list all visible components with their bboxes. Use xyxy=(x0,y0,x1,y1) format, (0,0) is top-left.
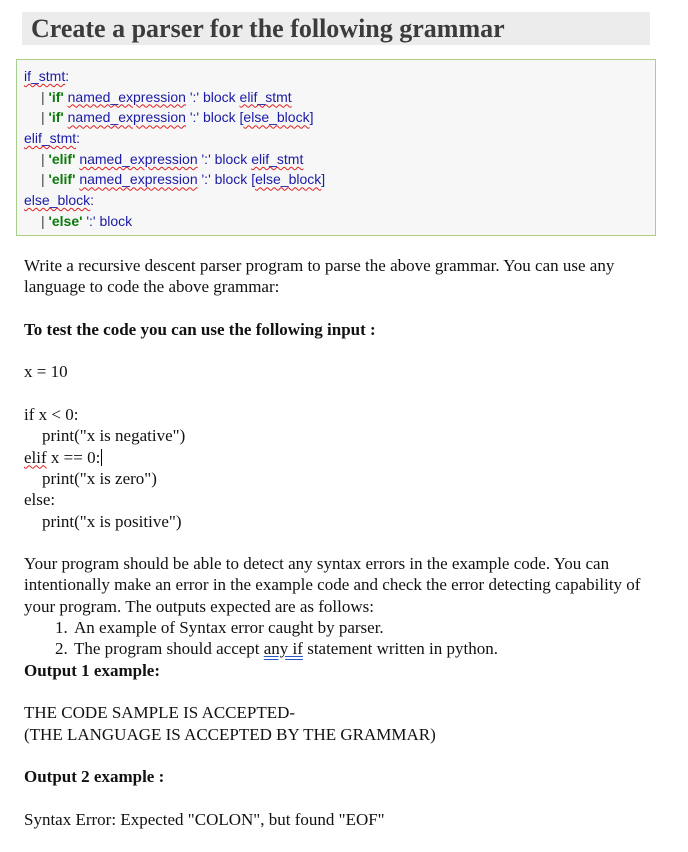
intro-paragraph: Write a recursive descent parser program to parse the above grammar. You can use any language to code the above grammar: xyxy=(24,256,615,297)
requirements-list xyxy=(24,617,654,660)
code-line: print("x is negative") xyxy=(42,426,186,446)
rule-name-elif-stmt: elif_stmt xyxy=(24,130,77,147)
keyword-if: 'if' xyxy=(48,88,64,105)
list-item: 2. The program should accept any if statement written in python. xyxy=(72,638,654,659)
code-line: print("x is zero") xyxy=(42,468,157,488)
grammar-rule-if-stmt: if_stmt: xyxy=(24,68,70,84)
keyword-if: 'if' xyxy=(48,109,64,126)
keyword-elif: 'elif' xyxy=(48,150,76,167)
output1-line: (THE LANGUAGE IS ACCEPTED BY THE GRAMMAR) xyxy=(24,724,436,744)
text-cursor xyxy=(101,449,102,466)
rule-name-if-stmt: if_stmt xyxy=(24,68,66,84)
output2-line: Syntax Error: Expected "COLON", but found "EOF" xyxy=(24,809,385,829)
code-line: print("x is positive") xyxy=(42,511,182,531)
requirements-paragraph: Your program should be able to detect any syntax errors in the example code. You can intentionally make an error in the example code and check the error detecting capability of your program. The outputs expected are as follows: xyxy=(24,554,641,616)
page-title: Create a parser for the following grammar xyxy=(22,12,650,45)
grammar-suggestion[interactable]: any if xyxy=(263,639,303,659)
code-line: else: xyxy=(24,490,56,510)
grammar-alt: | 'if' named_expression ':' block [else_block] xyxy=(41,109,314,126)
grammar-alt: | 'elif' named_expression ':' block [else_block] xyxy=(41,171,326,188)
output1-line: THE CODE SAMPLE IS ACCEPTED- xyxy=(24,703,296,723)
keyword-else: 'else' xyxy=(48,212,83,229)
grammar-alt: | 'else' ':' block xyxy=(41,212,133,229)
list-item: 1. An example of Syntax error caught by parser. xyxy=(72,617,654,638)
code-line: x = 10 xyxy=(24,362,68,382)
document-body xyxy=(24,255,654,830)
grammar-block xyxy=(16,59,656,236)
grammar-rule-else-block: else_block: xyxy=(24,192,95,209)
grammar-rule-elif-stmt: elif_stmt: xyxy=(24,130,81,147)
grammar-alt: | 'if' named_expression ':' block elif_stmt xyxy=(41,88,292,105)
code-line: elif x == 0: xyxy=(24,447,101,467)
grammar-alt: | 'elif' named_expression ':' block elif_stmt xyxy=(41,150,304,167)
code-line: if x < 0: xyxy=(24,405,79,425)
keyword-elif: 'elif' xyxy=(48,171,76,188)
output2-heading: Output 2 example : xyxy=(24,767,165,787)
output1-heading: Output 1 example: xyxy=(24,660,160,680)
rule-name-else-block: else_block xyxy=(24,192,91,209)
test-heading: To test the code you can use the following input : xyxy=(24,319,376,339)
